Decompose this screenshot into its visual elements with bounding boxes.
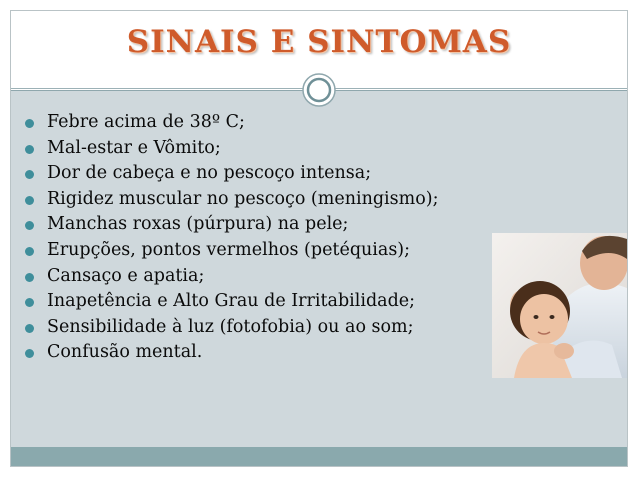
footer-bar [11, 447, 627, 466]
bullet-icon [25, 145, 34, 154]
list-item [25, 136, 439, 162]
list-item-text: Cansaço e apatia; [47, 265, 205, 286]
list-item-text: Sensibilidade à luz (fotofobia) ou ao som; [47, 316, 414, 337]
list-item [25, 340, 439, 366]
list-item [25, 161, 439, 187]
symptom-list [25, 110, 439, 366]
list-item-text: Rigidez muscular no pescoço (meningismo); [47, 188, 439, 209]
slide [10, 10, 628, 467]
list-item-text: Dor de cabeça e no pescoço intensa; [47, 163, 372, 184]
list-item [25, 110, 439, 136]
list-item-text: Manchas roxas (púrpura) na pele; [47, 214, 349, 235]
list-item [25, 212, 439, 238]
list-item [25, 238, 439, 264]
bullet-icon [25, 196, 34, 205]
circle-ornament-icon [302, 73, 336, 107]
bullet-icon [25, 247, 34, 256]
bullet-icon [25, 221, 34, 230]
bullet-icon [25, 119, 34, 128]
list-item [25, 264, 439, 290]
list-item-text: Confusão mental. [47, 342, 203, 363]
bullet-icon [25, 170, 34, 179]
list-item [25, 187, 439, 213]
list-item-text: Inapetência e Alto Grau de Irritabilidade; [47, 291, 416, 312]
doctor-examining-child-photo [492, 233, 627, 378]
list-item-text: Febre acima de 38º C; [47, 112, 245, 132]
list-item [25, 289, 439, 315]
list-item-text: Mal-estar e Vômito; [47, 137, 221, 158]
list-item-text: Erupções, pontos vermelhos (petéquias); [47, 239, 411, 260]
bullet-icon [25, 349, 34, 358]
slide-title: SINAIS E SINTOMAS [126, 24, 512, 60]
bullet-icon [25, 324, 34, 333]
list-item [25, 315, 439, 341]
bullet-icon [25, 273, 34, 282]
bullet-icon [25, 298, 34, 307]
